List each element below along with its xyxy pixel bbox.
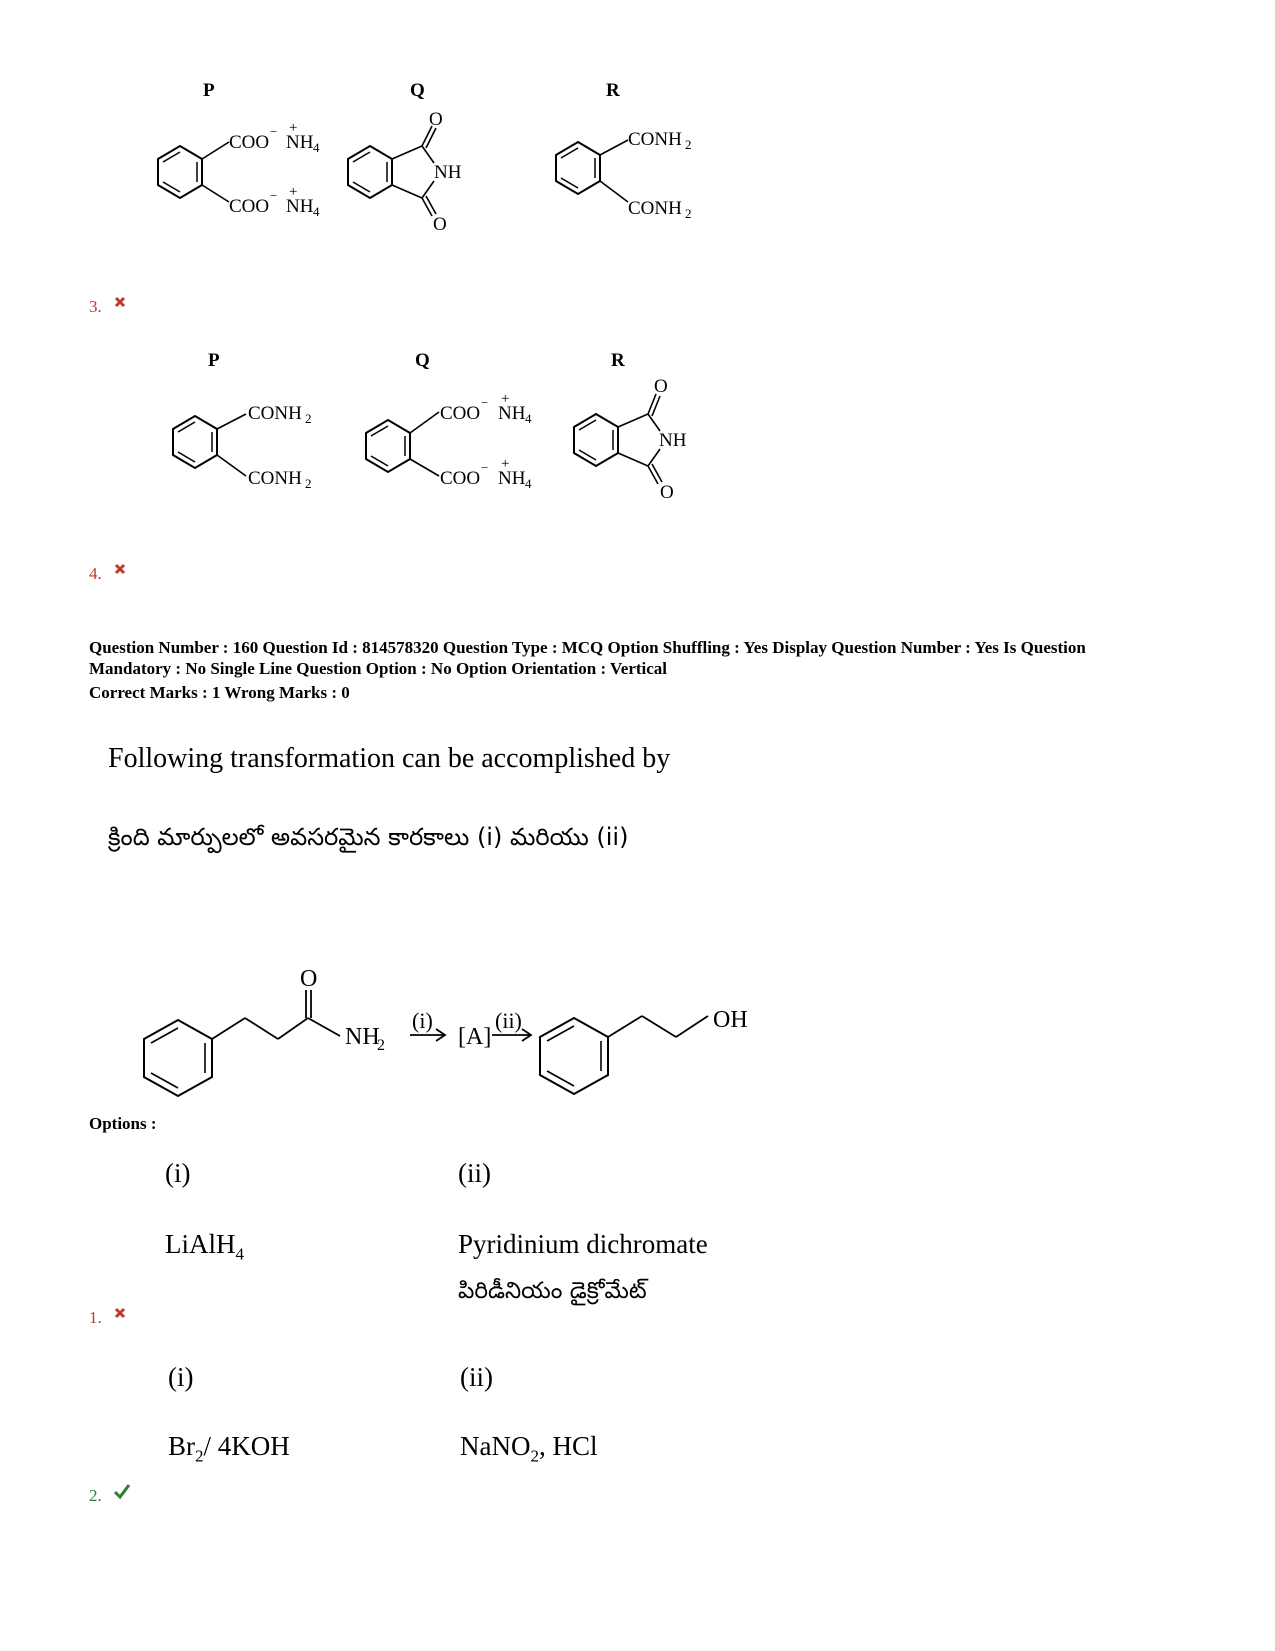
cross-icon bbox=[114, 296, 126, 308]
option-1-reagent-ii: Pyridinium dichromate bbox=[458, 1229, 708, 1259]
svg-text:−: − bbox=[270, 188, 278, 203]
question-marks: Correct Marks : 1 Wrong Marks : 0 bbox=[89, 683, 350, 702]
label-r: R bbox=[606, 80, 620, 101]
svg-text:NH: NH bbox=[434, 162, 462, 183]
option-1-col1-head: (i) bbox=[165, 1158, 191, 1188]
svg-text:COO: COO bbox=[440, 403, 481, 424]
svg-text:O: O bbox=[429, 109, 443, 130]
svg-text:−: − bbox=[481, 395, 489, 410]
svg-text:−: − bbox=[270, 124, 278, 139]
structure-diammonium-phthalate bbox=[145, 112, 345, 232]
option-2-col1-head: (i) bbox=[168, 1362, 194, 1392]
svg-text:4: 4 bbox=[525, 411, 532, 426]
question-text-telugu: క్రింది మార్పులలో అవసరమైన కారకాలు (i) మరియు (ii) bbox=[108, 823, 629, 851]
question-meta-line-1: Question Number : 160 Question Id : 814578320 Question Type : MCQ Option Shuffling : Yes Display Question Number : Yes Is Question bbox=[89, 638, 1086, 657]
svg-text:NH: NH bbox=[659, 430, 687, 451]
option-number: 3. bbox=[89, 297, 102, 316]
svg-text:O: O bbox=[654, 376, 668, 397]
option-1-reagent-i: LiAlH$_4$ bbox=[165, 1229, 244, 1264]
svg-text:COO: COO bbox=[440, 468, 481, 489]
svg-text:+: + bbox=[289, 120, 298, 136]
svg-text:2: 2 bbox=[305, 411, 312, 426]
svg-text:NH: NH bbox=[498, 403, 526, 424]
svg-text:O: O bbox=[660, 482, 674, 503]
svg-text:−: − bbox=[481, 460, 489, 475]
options-label: Options : bbox=[89, 1114, 157, 1133]
option-1-col2-head: (ii) bbox=[458, 1158, 491, 1188]
svg-text:COO: COO bbox=[229, 196, 270, 217]
svg-text:CONH: CONH bbox=[248, 403, 302, 424]
svg-text:2: 2 bbox=[305, 476, 312, 491]
label-q: Q bbox=[410, 80, 425, 101]
svg-text:NH: NH bbox=[345, 1024, 380, 1050]
label-p: P bbox=[203, 80, 215, 101]
svg-text:+: + bbox=[501, 391, 510, 407]
option-number: 4. bbox=[89, 564, 102, 583]
structure-phthalimide bbox=[566, 376, 706, 506]
label-q: Q bbox=[415, 350, 430, 371]
svg-text:CONH: CONH bbox=[628, 129, 682, 150]
question-metadata bbox=[89, 637, 1239, 703]
option-2-reagent-i: $Br_2/$ 4KOH bbox=[168, 1431, 290, 1466]
svg-text:(ii): (ii) bbox=[495, 1008, 522, 1033]
structure-diammonium-phthalate bbox=[353, 386, 553, 506]
svg-text:+: + bbox=[501, 456, 510, 472]
svg-text:OH: OH bbox=[713, 1007, 748, 1033]
reaction-scheme bbox=[140, 960, 800, 1100]
svg-text:4: 4 bbox=[525, 476, 532, 491]
svg-text:O: O bbox=[300, 966, 318, 992]
option-1-number bbox=[89, 1308, 122, 1328]
option-4-number bbox=[89, 564, 122, 584]
check-icon bbox=[114, 1484, 130, 1498]
option-number: 1. bbox=[89, 1308, 102, 1327]
svg-text:NH: NH bbox=[286, 196, 314, 217]
svg-text:CONH: CONH bbox=[628, 198, 682, 219]
structure-phthalamide bbox=[543, 118, 713, 228]
svg-text:O: O bbox=[433, 214, 447, 235]
option-2-number bbox=[89, 1486, 126, 1506]
svg-text:NH: NH bbox=[286, 132, 314, 153]
cross-icon bbox=[114, 563, 126, 575]
svg-text:+: + bbox=[289, 184, 298, 200]
svg-text:2: 2 bbox=[377, 1037, 385, 1054]
option-number: 2. bbox=[89, 1486, 102, 1505]
svg-text:NH: NH bbox=[498, 468, 526, 489]
svg-text:4: 4 bbox=[313, 204, 320, 219]
option-3-number bbox=[89, 297, 122, 317]
structure-phthalamide bbox=[160, 392, 330, 502]
label-p: P bbox=[208, 350, 220, 371]
svg-text:CONH: CONH bbox=[248, 468, 302, 489]
svg-text:4: 4 bbox=[313, 140, 320, 155]
svg-text:[A]: [A] bbox=[458, 1024, 492, 1050]
option-2-reagent-ii: NaNO$_2$, HCl bbox=[460, 1431, 598, 1466]
question-meta-line-2: Mandatory : No Single Line Question Option : No Option Orientation : Vertical bbox=[89, 659, 668, 678]
svg-text:2: 2 bbox=[685, 206, 692, 221]
svg-text:2: 2 bbox=[685, 137, 692, 152]
svg-text:COO: COO bbox=[229, 132, 270, 153]
structure-phthalimide bbox=[340, 108, 480, 238]
option-2-col2-head: (ii) bbox=[460, 1362, 493, 1392]
label-r: R bbox=[611, 350, 625, 371]
question-text-english: Following transformation can be accomplished by bbox=[108, 743, 671, 774]
cross-icon bbox=[114, 1307, 126, 1319]
option-1-reagent-ii-telugu: పిరిడీనియం డైక్రోమేట్ bbox=[458, 1278, 647, 1304]
svg-text:(i): (i) bbox=[412, 1008, 433, 1033]
